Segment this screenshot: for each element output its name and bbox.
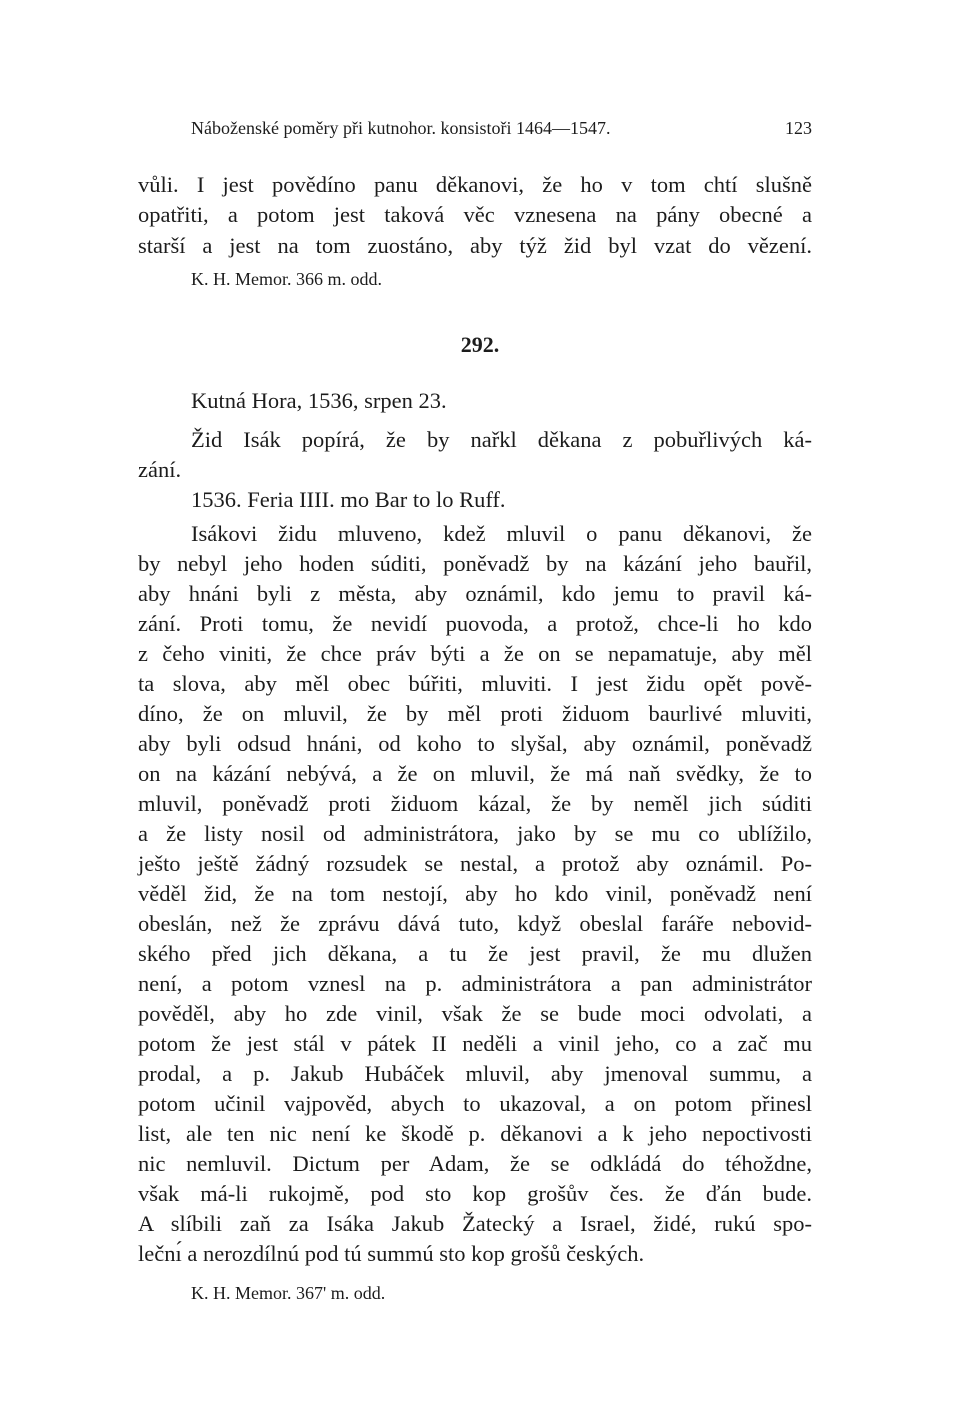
place-date: Kutná Hora, 1536, srpen 23. xyxy=(191,388,447,413)
source-citation: K. H. Memor. 366 m. odd. xyxy=(191,269,382,289)
text-line: věděl žid, že na tom nestojí, aby ho kdo vinil, poněvadž není xyxy=(138,881,812,906)
source-citation: K. H. Memor. 367' m. odd. xyxy=(191,1283,386,1303)
text-line: ješto ještě žádný rozsudek se nestal, a protož aby oznámil. Po- xyxy=(138,851,812,876)
text-line: on na kázání nebývá, a že on mluvil, že má naň svědky, že to xyxy=(138,761,812,786)
text-line: list, ale ten nic není ke škodě p. děkanovi a k jeho nepoctivosti xyxy=(138,1121,812,1146)
text-line: ského před jich děkana, a tu že jest pravil, že mu dlužen xyxy=(138,941,812,966)
text-line: aby hnáni byli z města, aby oznámil, kdo jemu to pravil ká- xyxy=(138,581,812,606)
text-line: aby byli odsud hnáni, od koho to slyšal, aby oznámil, poněvadž xyxy=(138,731,812,756)
page-number: 123 xyxy=(785,118,812,138)
text-line: potom že jest stál v pátek II neděli a vinil jeho, co a zač mu xyxy=(138,1031,812,1056)
text-line: není, a potom vznesl na p. administrátora a pan administrátor xyxy=(138,971,812,996)
text-line: mluvil, poněvadž proti židuom kázal, že by neměl jich súditi xyxy=(138,791,812,816)
running-header xyxy=(191,116,812,140)
summary-line: zání. xyxy=(138,457,182,482)
dateline: 1536. Feria IIII. mo Bar to lo Ruff. xyxy=(191,487,506,512)
text-line: lečnı́ a nerozdílnú pod tú summú sto kop grošů českých. xyxy=(138,1241,645,1266)
text-line: A slíbili zaň za Isáka Jakub Žatecký a Israel, židé, rukú spo- xyxy=(138,1211,812,1236)
text-line: zání. Proti tomu, že nevidí puovoda, a protož, chce-li ho kdo xyxy=(138,611,812,636)
summary-line: Žid Isák popírá, že by nařkl děkana z pobuřlivých ká- xyxy=(191,427,812,452)
text-line: by nebyl jeho hoden súditi, poněvadž by na kázání jeho bauřil, xyxy=(138,551,812,576)
text-line: však má-li rukojmě, pod sto kop grošův čes. že ďán bude. xyxy=(138,1181,812,1206)
text-line: a že listy nosil od administrátora, jako by se mu co ublížilo, xyxy=(138,821,812,846)
text-line: opatřiti, a potom jest taková věc vznesena na pány obecné a xyxy=(138,202,812,227)
text-line: z čeho viniti, že chce práv býti a že on se nepamatuje, aby měl xyxy=(138,641,812,666)
text-line: ta slova, aby měl obec búřiti, mluviti. I jest židu opět pově- xyxy=(138,671,812,696)
text-line: starší a jest na tom zuostáno, aby týž žid byl vzat do vězení. xyxy=(138,233,812,258)
text-line: pověděl, aby ho zde vinil, však že se bude moci odvolati, a xyxy=(138,1001,812,1026)
running-title: Náboženské poměry při kutnohor. konsistoři 1464—1547. xyxy=(191,118,611,138)
text-line: potom učinil vajpověd, abych to ukazoval, a on potom přinesl xyxy=(138,1091,812,1116)
text-line: nic nemluvil. Dictum per Adam, že se odkládá do téhoždne, xyxy=(138,1151,812,1176)
document-number: 292. xyxy=(460,332,500,357)
text-line: vůli. I jest povědíno panu děkanovi, že ho v tom chtí slušně xyxy=(138,172,812,197)
text-line: obeslán, než že zprávu dává tuto, když obeslal faráře nebovid- xyxy=(138,911,812,936)
text-line: díno, že on mluvil, že by měl proti židuom baurlivé mluviti, xyxy=(138,701,812,726)
text-line: prodal, a p. Jakub Hubáček mluvil, aby jmenoval summu, a xyxy=(138,1061,812,1086)
text-line: Isákovi židu mluveno, kdež mluvil o panu děkanovi, že xyxy=(191,521,812,546)
